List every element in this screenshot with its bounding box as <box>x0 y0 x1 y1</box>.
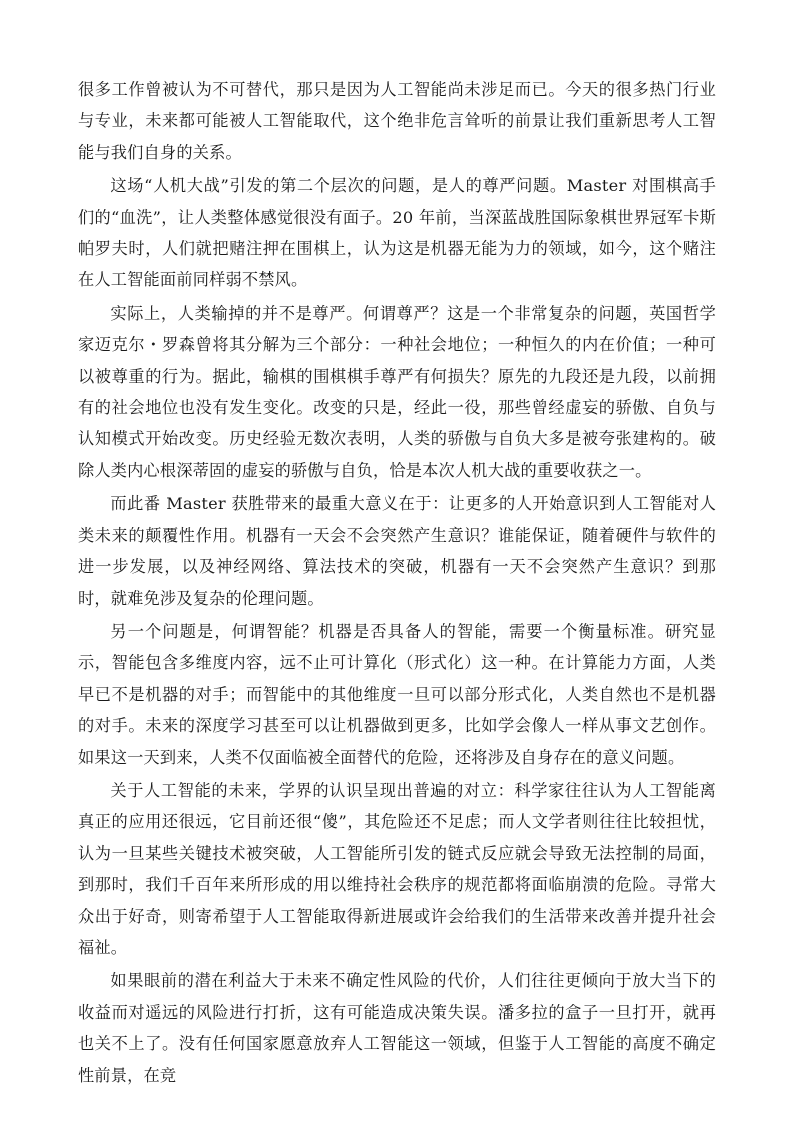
document-body <box>78 74 716 1093</box>
paragraph-5: 另一个问题是，何谓智能？机器是否具备人的智能，需要一个衡量标准。研究显示，智能包含多维度内容，远不止可计算化（形式化）这一种。在计算能力方面，人类早已不是机器的对手；而智能中的其他维度一旦可以部分形式化，人类自然也不是机器的对手。未来的深度学习甚至可以让机器做到更多，比如学会像人一样从事文艺创作。如果这一天到来，人类不仅面临被全面替代的危险，还将涉及自身存在的意义问题。 <box>78 621 716 767</box>
paragraph-3: 实际上，人类输掉的并不是尊严。何谓尊严？这是一个非常复杂的问题，英国哲学家迈克尔・罗森曾将其分解为三个部分：一种社会地位；一种恒久的内在价值；一种可以被尊重的行为。据此，输棋的围棋棋手尊严有何损失？原先的九段还是九段，以前拥有的社会地位也没有发生变化。改变的只是，经此一役，那些曾经虚妄的骄傲、自负与认知模式开始改变。历史经验无数次表明，人类的骄傲与自负大多是被夸张建构的。破除人类内心根深蒂固的虚妄的骄傲与自负，恰是本次人机大战的重要收获之一。 <box>78 303 716 480</box>
paragraph-4: 而此番 Master 获胜带来的最重大意义在于：让更多的人开始意识到人工智能对人类未来的颠覆性作用。机器有一天会不会突然产生意识？谁能保证，随着硬件与软件的进一步发展，以及神经网络、算法技术的突破，机器有一天不会突然产生意识？到那时，就难免涉及复杂的伦理问题。 <box>78 494 716 608</box>
paragraph-2: 这场“人机大战”引发的第二个层次的问题，是人的尊严问题。Master 对围棋高手们的“血洗”，让人类整体感觉很没有面子。20 年前，当深蓝战胜国际象棋世界冠军卡斯帕罗夫时，人们就把赌注押在围棋上，认为这是机器无能为力的领域，如今，这个赌注在人工智能面前同样弱不禁风。 <box>78 176 716 290</box>
paragraph-7: 如果眼前的潜在利益大于未来不确定性风险的代价，人们往往更倾向于放大当下的收益而对遥远的风险进行打折，这有可能造成决策失误。潘多拉的盒子一旦打开，就再也关不上了。没有任何国家愿意放弃人工智能这一领域，但鉴于人工智能的高度不确定性前景，在竞 <box>78 971 716 1085</box>
paragraph-1: 很多工作曾被认为不可替代，那只是因为人工智能尚未涉足而已。今天的很多热门行业与专业，未来都可能被人工智能取代，这个绝非危言耸听的前景让我们重新思考人工智能与我们自身的关系。 <box>78 80 716 162</box>
paragraph-6: 关于人工智能的未来，学界的认识呈现出普遍的对立：科学家往往认为人工智能离真正的应用还很远，它目前还很“傻”，其危险还不足虑；而人文学者则往往比较担忧，认为一旦某些关键技术被突破，人工智能所引发的链式反应就会导致无法控制的局面，到那时，我们千百年来所形成的用以维持社会秩序的规范都将面临崩溃的危险。寻常大众出于好奇，则寄希望于人工智能取得新进展或许会给我们的生活带来改善并提升社会福祉。 <box>78 780 716 957</box>
